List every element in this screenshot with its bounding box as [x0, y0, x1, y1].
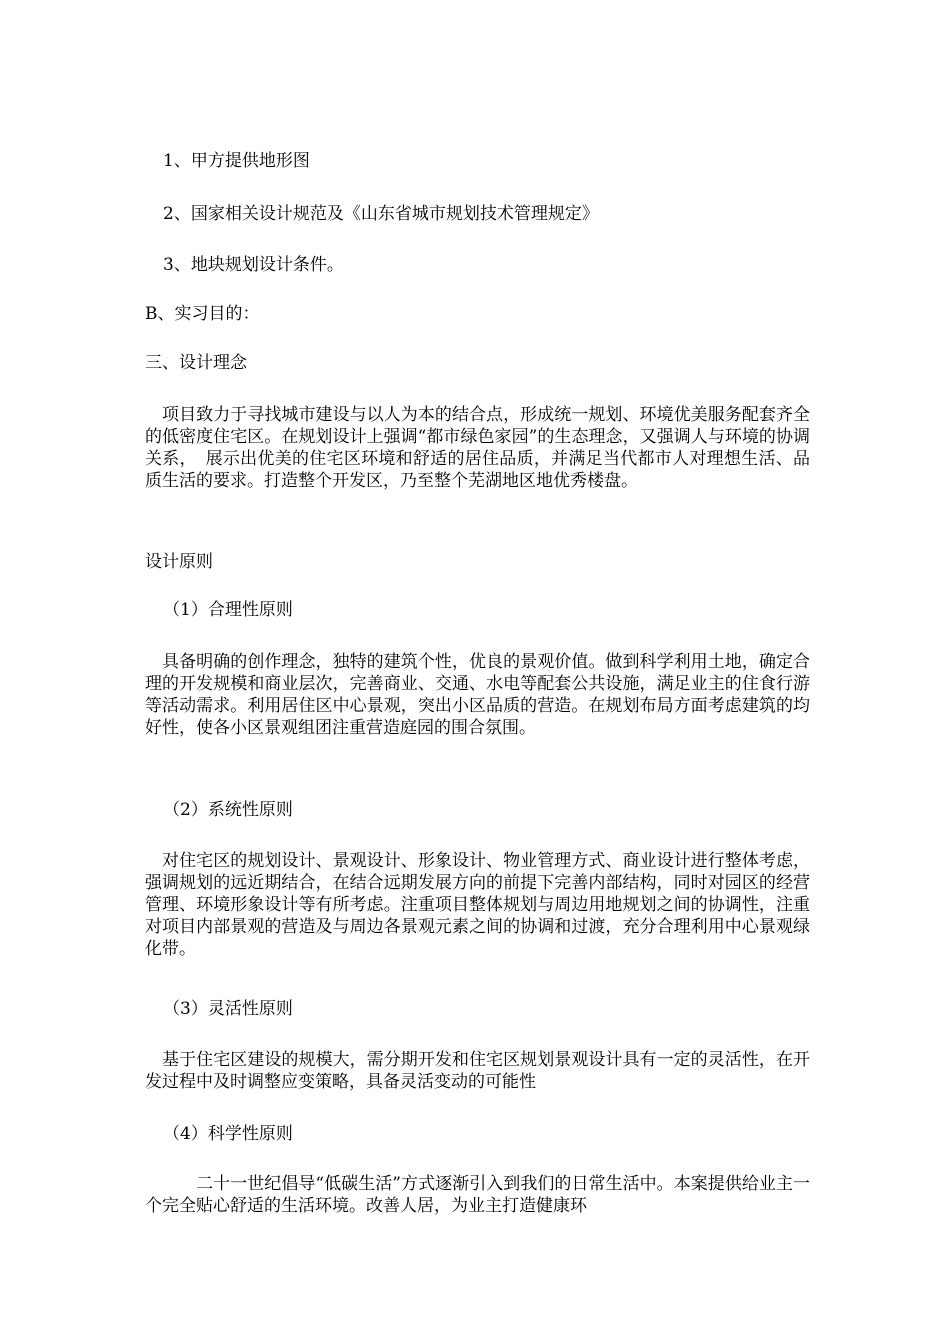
- principle-1-text: 具备明确的创作理念，独特的建筑个性，优良的景观价值。做到科学利用土地，确定合理的开发规模和商业层次，完善商业、交通、水电等配套公共设施，满足业主的住食行游等活动需求。利用居住区中心景观，突出小区品质的营造。在规划布局方面考虑建筑的均好性，使各小区景观组团注重营造庭园的围合氛围。: [145, 652, 810, 738]
- principle-1-title: （1）合理性原则: [163, 600, 293, 620]
- principle-2-title: （2）系统性原则: [163, 800, 293, 820]
- principle-4-text: 二十一世纪倡导“低碳生活”方式逐渐引入到我们的日常生活中。本案提供给业主一个完全贴心舒适的生活环境。改善人居，为业主打造健康环: [145, 1174, 810, 1216]
- principle-3-text: 基于住宅区建设的规模大，需分期开发和住宅区规划景观设计具有一定的灵活性，在开发过程中及时调整应变策略，具备灵活变动的可能性: [145, 1050, 810, 1092]
- principle-3-title: （3）灵活性原则: [163, 999, 293, 1019]
- list-item-1: 1、甲方提供地形图: [163, 151, 310, 171]
- list-item-2: 2、国家相关设计规范及《山东省城市规划技术管理规定》: [163, 204, 599, 224]
- principle-4-title: （4）科学性原则: [163, 1124, 293, 1144]
- heading-3: 三、设计理念: [145, 353, 247, 373]
- principles-title: 设计原则: [145, 552, 213, 572]
- list-item-3: 3、地块规划设计条件。: [163, 255, 344, 275]
- intro-paragraph: 项目致力于寻找城市建设与以人为本的结合点，形成统一规划、环境优美服务配套齐全的低密度住宅区。在规划设计上强调“都市绿色家园”的生态理念，又强调人与环境的协调关系， 展示出优美的住宅区环境和舒适的居住品质，并满足当代都市人对理想生活、品质生活的要求。打造整个开发区，乃至整个芜湖地区地优秀楼盘。: [145, 405, 810, 491]
- principle-2-text: 对住宅区的规划设计、景观设计、形象设计、物业管理方式、商业设计进行整体考虑，强调规划的远近期结合，在结合远期发展方向的前提下完善内部结构，同时对园区的经营管理、环境形象设计等有所考虑。注重项目整体规划与周边用地规划之间的协调性，注重对项目内部景观的营造及与周边各景观元素之间的协调和过渡，充分合理利用中心景观绿化带。: [145, 851, 810, 959]
- heading-b: B、实习目的：: [145, 304, 260, 324]
